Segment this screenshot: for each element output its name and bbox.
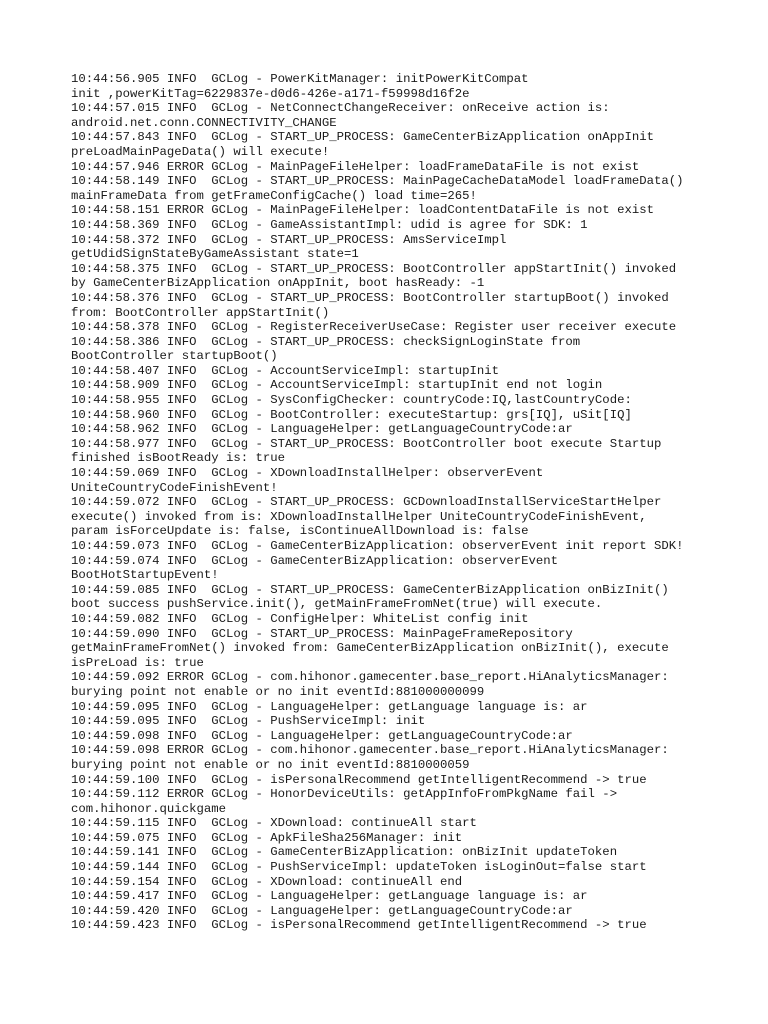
log-line: 10:44:58.151 ERROR GCLog - MainPageFileHelper: loadContentDataFile is not exist: [71, 203, 654, 218]
log-line: 10:44:59.073 INFO GCLog - GameCenterBizApplication: observerEvent init report SDK!: [71, 539, 684, 553]
log-line: getMainFrameFromNet() invoked from: GameCenterBizApplication onBizInit(), execute: [71, 641, 669, 656]
log-line: 10:44:58.960 INFO GCLog - BootController: executeStartup: grs[IQ], uSit[IQ]: [71, 407, 632, 422]
log-line: 10:44:59.115 INFO GCLog - XDownload: continueAll start: [71, 816, 477, 831]
log-line: 10:44:59.141 INFO GCLog - GameCenterBizApplication: onBizInit updateToken: [71, 845, 618, 860]
log-line: 10:44:59.112 ERROR GCLog - HonorDeviceUtils: getAppInfoFromPkgName fail ->: [71, 787, 618, 802]
log-line: 10:44:58.977 INFO GCLog - START_UP_PROCESS: BootController boot execute Startup: [71, 436, 662, 451]
log-line: 10:44:59.095 INFO GCLog - LanguageHelper: getLanguage language is: ar: [71, 699, 588, 714]
log-line: from: BootController appStartInit(): [71, 305, 330, 320]
log-line: burying point not enable or no init eventId:8810000059: [71, 757, 470, 772]
log-line: 10:44:57.946 ERROR GCLog - MainPageFileHelper: loadFrameDataFile is not exist: [71, 159, 640, 174]
log-line: 10:44:58.149 INFO GCLog - START_UP_PROCESS: MainPageCacheDataModel loadFrameData(): [71, 174, 684, 189]
log-line: 10:44:59.144 INFO GCLog - PushServiceImpl: updateToken isLoginOut=false start: [71, 860, 647, 875]
log-line: 10:44:58.955 INFO GCLog - SysConfigChecker: countryCode:IQ,lastCountryCode:: [71, 393, 632, 408]
log-line: 10:44:59.074 INFO GCLog - GameCenterBizApplication: observerEvent: [71, 553, 559, 568]
log-line: 10:44:59.154 INFO GCLog - XDownload: continueAll end: [71, 874, 463, 889]
log-line: preLoadMainPageData() will execute!: [71, 144, 330, 159]
log-line: com.hihonor.quickgame: [71, 801, 226, 816]
log-line: 10:44:58.376 INFO GCLog - START_UP_PROCESS: BootController startupBoot() invoked: [71, 290, 669, 305]
log-line: 10:44:59.075 INFO GCLog - ApkFileSha256Manager: init: [71, 830, 463, 845]
log-line: execute() invoked from is: XDownloadInstallHelper UniteCountryCodeFinishEvent,: [71, 509, 647, 524]
log-line: BootController startupBoot(): [71, 349, 278, 364]
log-line: 10:44:58.378 INFO GCLog - RegisterReceiverUseCase: Register user receiver execute: [71, 320, 677, 335]
log-line: 10:44:59.069 INFO GCLog - XDownloadInstallHelper: observerEvent: [71, 466, 544, 481]
log-line: android.net.conn.CONNECTIVITY_CHANGE: [71, 115, 337, 130]
log-line: 10:44:59.098 ERROR GCLog - com.hihonor.gamecenter.base_report.HiAnalyticsManager:: [71, 743, 669, 758]
log-line: 10:44:57.015 INFO GCLog - NetConnectChangeReceiver: onReceive action is:: [71, 101, 610, 116]
log-line: 10:44:59.417 INFO GCLog - LanguageHelper: getLanguage language is: ar: [71, 889, 588, 904]
log-line: by GameCenterBizApplication onAppInit, boot hasReady: -1: [71, 276, 485, 291]
log-line: 10:44:59.423 INFO GCLog - isPersonalRecommend getIntelligentRecommend -> true: [71, 918, 647, 933]
log-line: 10:44:59.085 INFO GCLog - START_UP_PROCESS: GameCenterBizApplication onBizInit(): [71, 582, 669, 597]
log-line: burying point not enable or no init eventId:881000000099: [71, 684, 485, 699]
log-line: 10:44:58.407 INFO GCLog - AccountServiceImpl: startupInit: [71, 363, 500, 378]
log-line: UniteCountryCodeFinishEvent!: [71, 480, 278, 495]
log-line: isPreLoad is: true: [71, 655, 204, 670]
log-line: 10:44:58.962 INFO GCLog - LanguageHelper: getLanguageCountryCode:ar: [71, 422, 573, 437]
log-line: 10:44:58.369 INFO GCLog - GameAssistantImpl: udid is agree for SDK: 1: [71, 217, 588, 232]
log-line: 10:44:56.905 INFO GCLog - PowerKitManager: initPowerKitCompat: [71, 72, 529, 86]
log-line: 10:44:59.090 INFO GCLog - START_UP_PROCESS: MainPageFrameRepository: [71, 626, 573, 641]
log-line: boot success pushService.init(), getMainFrameFromNet(true) will execute.: [71, 597, 603, 612]
log-line: 10:44:59.082 INFO GCLog - ConfigHelper: WhiteList config init: [71, 611, 529, 626]
log-line: finished isBootReady is: true: [71, 451, 286, 466]
log-line: param isForceUpdate is: false, isContinueAllDownload is: false: [71, 524, 529, 539]
log-line: 10:44:58.372 INFO GCLog - START_UP_PROCESS: AmsServiceImpl: [71, 232, 507, 247]
log-line: 10:44:59.072 INFO GCLog - START_UP_PROCESS: GCDownloadInstallServiceStartHelper: [71, 495, 662, 510]
log-line: 10:44:59.098 INFO GCLog - LanguageHelper: getLanguageCountryCode:ar: [71, 728, 573, 743]
log-line: BootHotStartupEvent!: [71, 568, 219, 583]
log-text-block: [71, 72, 731, 933]
log-line: getUdidSignStateByGameAssistant state=1: [71, 247, 359, 262]
log-line: mainFrameData from getFrameConfigCache() load time=265!: [71, 188, 477, 203]
log-line: 10:44:58.386 INFO GCLog - START_UP_PROCESS: checkSignLoginState from: [71, 334, 581, 349]
log-line: 10:44:58.375 INFO GCLog - START_UP_PROCESS: BootController appStartInit() invoked: [71, 261, 677, 276]
log-line: 10:44:59.095 INFO GCLog - PushServiceImpl: init: [71, 714, 426, 729]
log-line: 10:44:59.100 INFO GCLog - isPersonalRecommend getIntelligentRecommend -> true: [71, 772, 647, 787]
log-line: init ,powerKitTag=6229837e-d0d6-426e-a171-f59998d16f2e: [71, 86, 470, 101]
log-line: 10:44:57.843 INFO GCLog - START_UP_PROCESS: GameCenterBizApplication onAppInit: [71, 130, 654, 145]
log-line: 10:44:59.092 ERROR GCLog - com.hihonor.gamecenter.base_report.HiAnalyticsManager:: [71, 670, 669, 685]
log-line: 10:44:58.909 INFO GCLog - AccountServiceImpl: startupInit end not login: [71, 378, 603, 393]
log-line: 10:44:59.420 INFO GCLog - LanguageHelper: getLanguageCountryCode:ar: [71, 903, 573, 918]
